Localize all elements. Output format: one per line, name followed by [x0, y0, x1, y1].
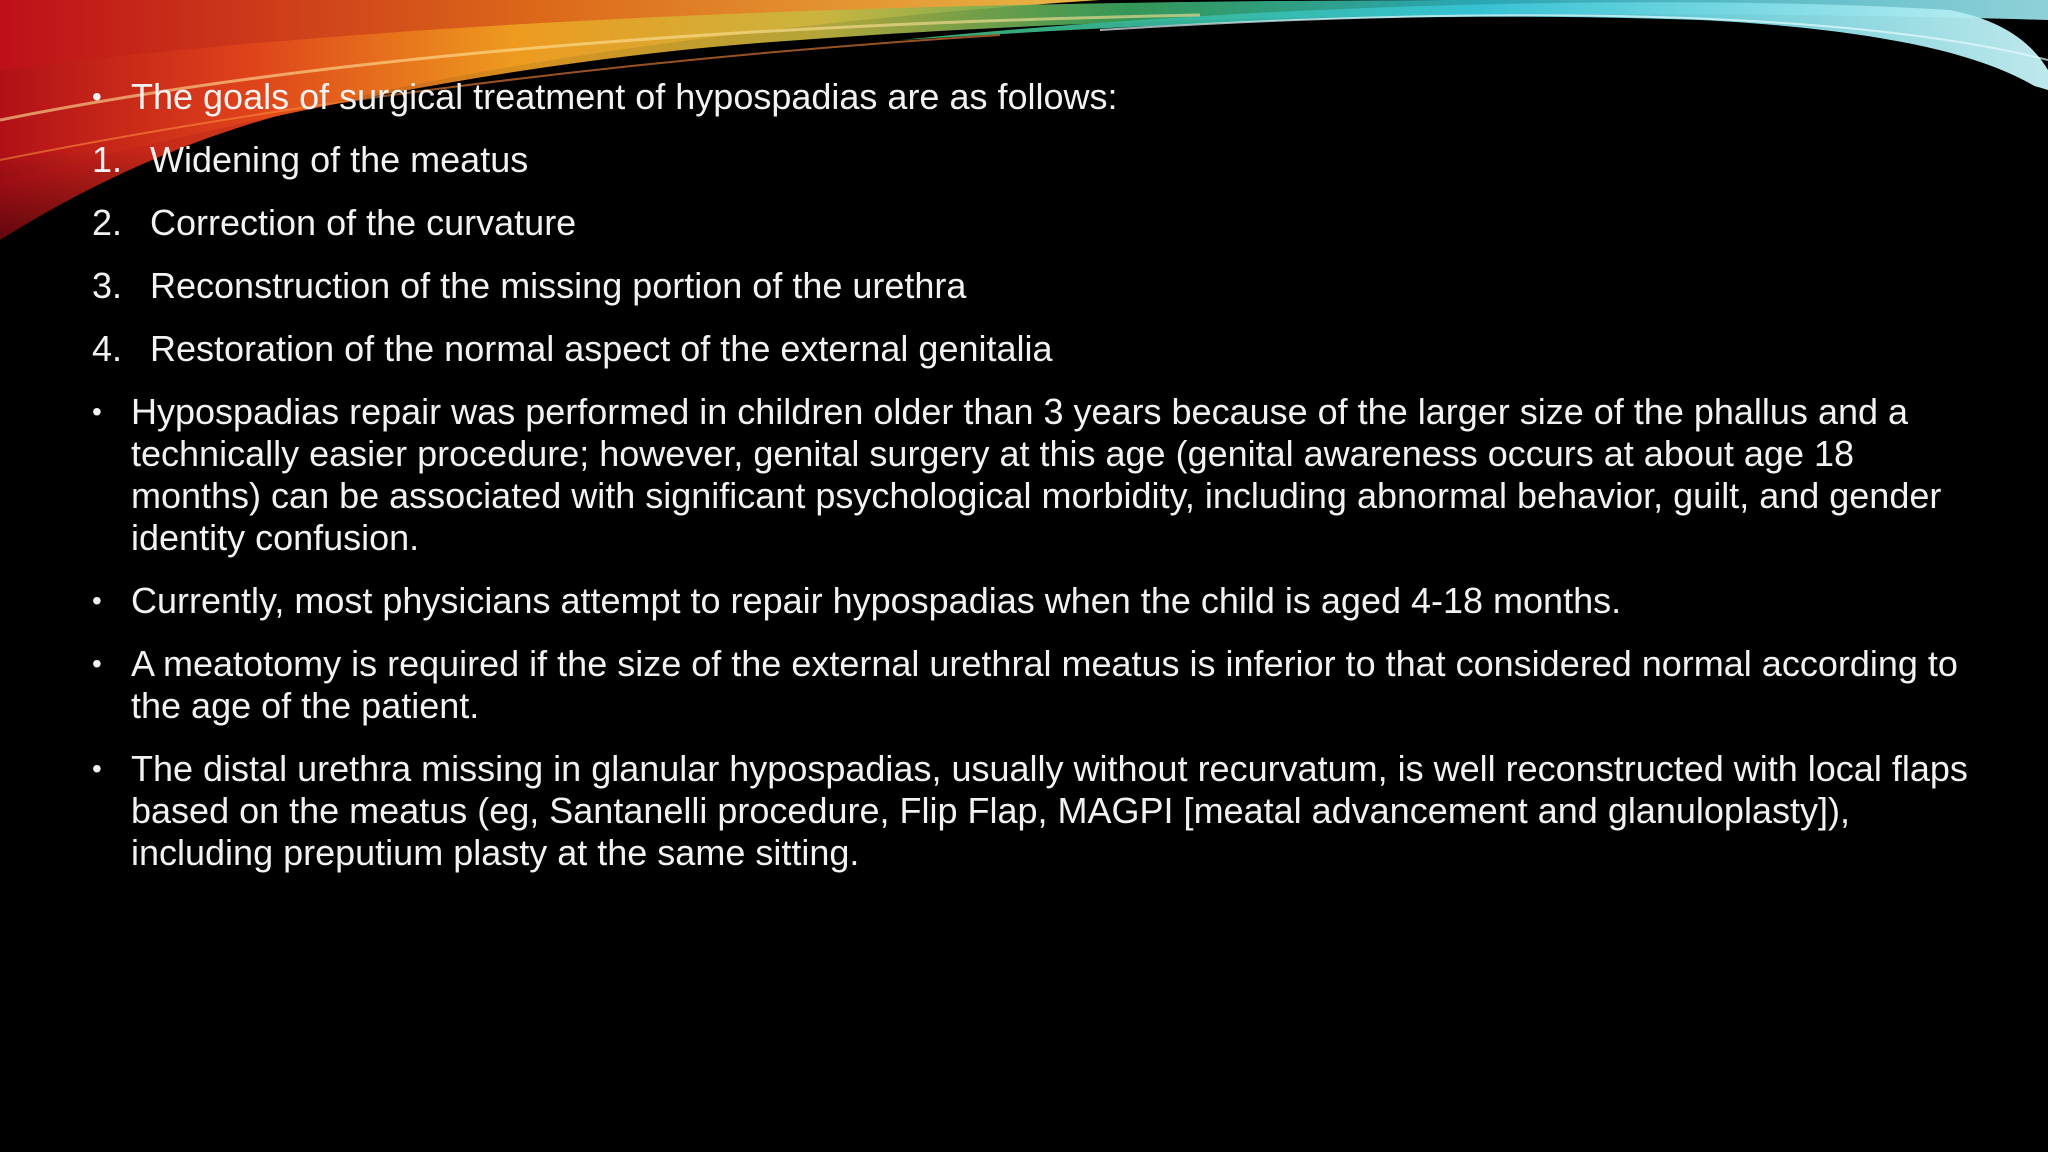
bullet-item	[92, 748, 1992, 874]
numbered-item	[92, 328, 1992, 370]
bullet-text: The goals of surgical treatment of hypospadias are as follows:	[131, 76, 1118, 117]
bullet-text: The distal urethra missing in glanular hypospadias, usually without recurvatum, is well reconstructed with local flaps based on the meatus (eg, Santanelli procedure, Flip Flap, MAGPI [meatal advancement and glanuloplasty]), including preputium plasty at the same sitting.	[131, 748, 1968, 873]
numbered-text: Reconstruction of the missing portion of the urethra	[150, 265, 967, 306]
bullet-item	[92, 643, 1992, 727]
numbered-item	[92, 265, 1992, 307]
number-marker: 1.	[92, 139, 123, 180]
bullet-marker: •	[92, 648, 102, 679]
bullet-marker: •	[92, 753, 102, 784]
number-marker: 2.	[92, 202, 123, 243]
numbered-text: Restoration of the normal aspect of the external genitalia	[150, 328, 1053, 369]
numbered-item	[92, 202, 1992, 244]
bullet-text: Currently, most physicians attempt to repair hypospadias when the child is aged 4-18 months.	[131, 580, 1622, 621]
bullet-text: A meatotomy is required if the size of the external urethral meatus is inferior to that considered normal according to the age of the patient.	[131, 643, 1958, 726]
number-marker: 3.	[92, 265, 123, 306]
bullet-item	[92, 391, 1992, 559]
bullet-marker: •	[92, 81, 102, 112]
bullet-marker: •	[92, 585, 102, 616]
numbered-item	[92, 139, 1992, 181]
slide-body	[92, 76, 1992, 895]
numbered-text: Correction of the curvature	[150, 202, 577, 243]
bullet-text: Hypospadias repair was performed in children older than 3 years because of the larger size of the phallus and a technically easier procedure; however, genital surgery at this age (genital awareness occurs at about age 18 months) can be associated with significant psychological morbidity, including abnormal behavior, guilt, and gender identity confusion.	[131, 391, 1942, 558]
bullet-item	[92, 580, 1992, 622]
bullet-marker: •	[92, 396, 102, 427]
number-marker: 4.	[92, 328, 123, 369]
numbered-text: Widening of the meatus	[150, 139, 529, 180]
bullet-item	[92, 76, 1992, 118]
